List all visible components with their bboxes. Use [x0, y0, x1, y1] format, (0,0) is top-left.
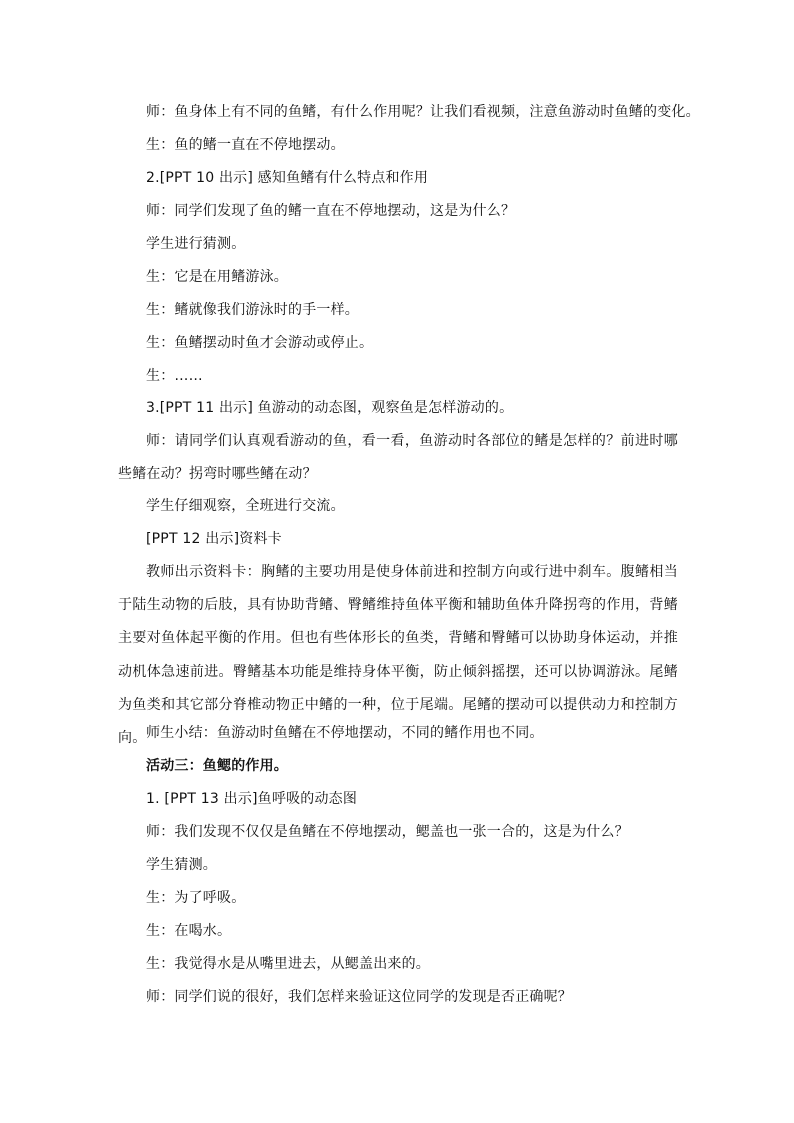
- teacher-question-fins: 师：鱼身体上有不同的鱼鳍，有什么作用呢？让我们看视频，注意鱼游动时鱼鳍的变化。: [146, 104, 700, 120]
- student-answer-breathe: 生：为了呼吸。: [146, 890, 246, 906]
- student-answer-ellipsis: 生：……: [146, 368, 203, 384]
- student-answer-move-stop: 生：鱼鳍摆动时鱼才会游动或停止。: [146, 335, 374, 351]
- activity-3-heading: 活动三：鱼鳃的作用。: [146, 758, 288, 774]
- student-answer-swim: 生：它是在用鳍游泳。: [146, 269, 288, 285]
- teacher-question-gills: 师：我们发现不仅仅是鱼鳍在不停地摆动，鳃盖也一张一合的，这是为什么？: [146, 824, 629, 840]
- step-2-heading: 2.[PPT 10 出示] 感知鱼鳍有什么特点和作用: [146, 170, 429, 186]
- step-3-heading: 3.[PPT 11 出示] 鱼游动的动态图，观察鱼是怎样游动的。: [146, 400, 514, 416]
- students-guess: 学生进行猜测。: [146, 236, 246, 252]
- teacher-question-verify: 师：同学们说的很好，我们怎样来验证这位同学的发现是否正确呢？: [146, 989, 572, 1005]
- summary-line: 师生小结：鱼游动时鱼鳍在不停地摆动，不同的鳍作用也不同。: [146, 725, 544, 741]
- ppt-12-heading: [PPT 12 出示]资料卡: [146, 531, 282, 547]
- info-card-paragraph: 教师出示资料卡：胸鳍的主要功用是使身体前进和控制方向或行进中刹车。腹鳍相当于陆生动物的后肢，具有协助背鳍、臀鳍维持鱼体平衡和辅助鱼体升降拐弯的作用，背鳍主要对鱼体起平衡的作用。但也有些体形长的鱼类，背鳍和臀鳍可以协助身体运动，并推动机体急速前进。臀鳍基本功能是维持身体平衡，防止倾斜摇摆，还可以协调游泳。尾鳍为鱼类和其它部分脊椎动物正中鳍的一种，位于尾端。尾鳍的摆动可以提供动力和控制方向。: [118, 564, 678, 747]
- student-answer-fins-moving: 生：鱼的鳍一直在不停地摆动。: [146, 137, 345, 153]
- step-1-heading: 1. [PPT 13 出示]鱼呼吸的动态图: [146, 791, 358, 807]
- teacher-question-why: 师：同学们发现了鱼的鳍一直在不停地摆动，这是为什么？: [146, 203, 516, 219]
- students-guess-2: 学生猜测。: [146, 857, 217, 873]
- student-observation: 学生仔细观察，全班进行交流。: [146, 498, 345, 514]
- teacher-observe-paragraph: 师：请同学们认真观看游动的鱼，看一看，鱼游动时各部位的鳍是怎样的？前进时哪些鳍在动？拐弯时哪些鳍在动？: [118, 433, 678, 483]
- student-answer-drink: 生：在喝水。: [146, 923, 232, 939]
- student-answer-hands: 生：鳍就像我们游泳时的手一样。: [146, 302, 359, 318]
- student-answer-water-path: 生：我觉得水是从嘴里进去，从鳃盖出来的。: [146, 956, 430, 972]
